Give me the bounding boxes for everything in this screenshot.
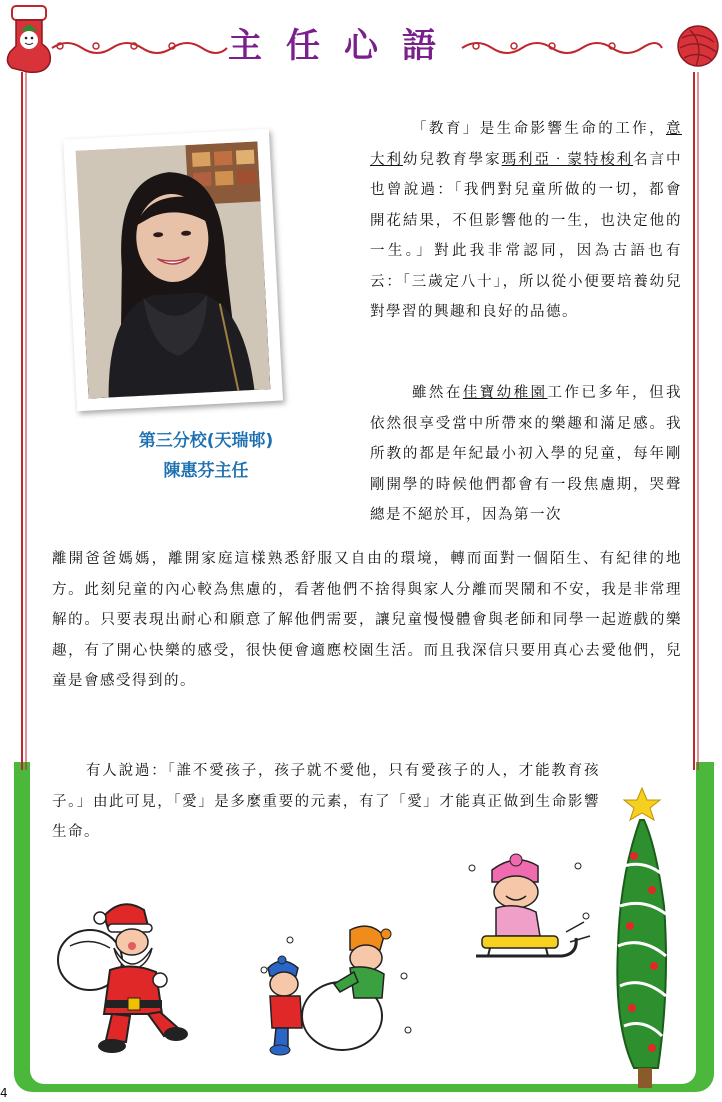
teacher-photo-frame: [63, 129, 283, 411]
para2-text-a: 雖然在: [412, 385, 463, 401]
christmas-tree-illustration: [590, 786, 694, 1092]
santa-claus-illustration: [52, 896, 192, 1056]
para1-text-a: 「教育」是生命影響生命的工作，: [412, 121, 666, 137]
kids-snowball-illustration: [258, 920, 418, 1056]
para1-italy: 意大利: [370, 121, 682, 168]
christmas-stocking-icon: [2, 2, 58, 76]
para1-montessori: 瑪利亞‧蒙特梭利: [501, 151, 634, 168]
paragraph-3: [52, 756, 600, 848]
para1-text-c: 名言中也曾說過：「我們對兒童所做的一切，都會開花結果，不但影響他的一生，也決定他的一生。」對此我非常認同，因為古語也有云：「三歲定八十」，所以從小便要培養幼兒對學習的興趣和良好的品德。: [370, 151, 683, 320]
teacher-photo: [76, 141, 271, 398]
para2-continuation: 離開爸爸媽媽，離開家庭這樣熟悉舒服又自由的環境，轉而面對一個陌生、有紀律的地方。此刻兒童的內心較為焦慮的，看著他們不捨得與家人分離而哭鬧和不安，我是非常理解的。只要表現出耐心和願意了解他們需要，讓兒童慢慢體會與老師和同學一起遊戲的樂趣，有了開心快樂的感受，很快便會適應校園生活。而且我深信只要用真心去愛他們，兒童是會感受得到的。: [52, 551, 682, 689]
para3-text: 有人說過：「誰不愛孩子，孩子就不愛他，只有愛孩子的人，才能教育孩子。」由此可見，「愛」是多麼重要的元素，有了「愛」才能真正做到生命影響生命。: [52, 763, 600, 840]
paragraph-2-top: [370, 378, 682, 531]
child-sled-illustration: [466, 852, 594, 980]
page-number: 4: [0, 1086, 8, 1100]
para2-school-name: 佳寶幼稚園: [462, 385, 548, 401]
para2-text-b: 工作已多年，但我依然很享受當中所帶來的樂趣和滿足感。我所教的都是年紀最小初入學的兒童，每年剛剛開學的時候他們都會有一段焦慮期，哭聲總是不絕於耳，因為第一次: [370, 385, 683, 523]
caption-school: 第三分校(天瑞邨): [138, 431, 274, 451]
caption-name: 陳惠芬主任: [163, 461, 249, 481]
para1-text-b: 幼兒教育學家: [402, 151, 502, 168]
yarn-ball-icon: [676, 24, 720, 68]
page-title: 主任心語: [228, 26, 460, 66]
paragraph-2-cont: [52, 544, 682, 697]
paragraph-1: [370, 114, 682, 328]
